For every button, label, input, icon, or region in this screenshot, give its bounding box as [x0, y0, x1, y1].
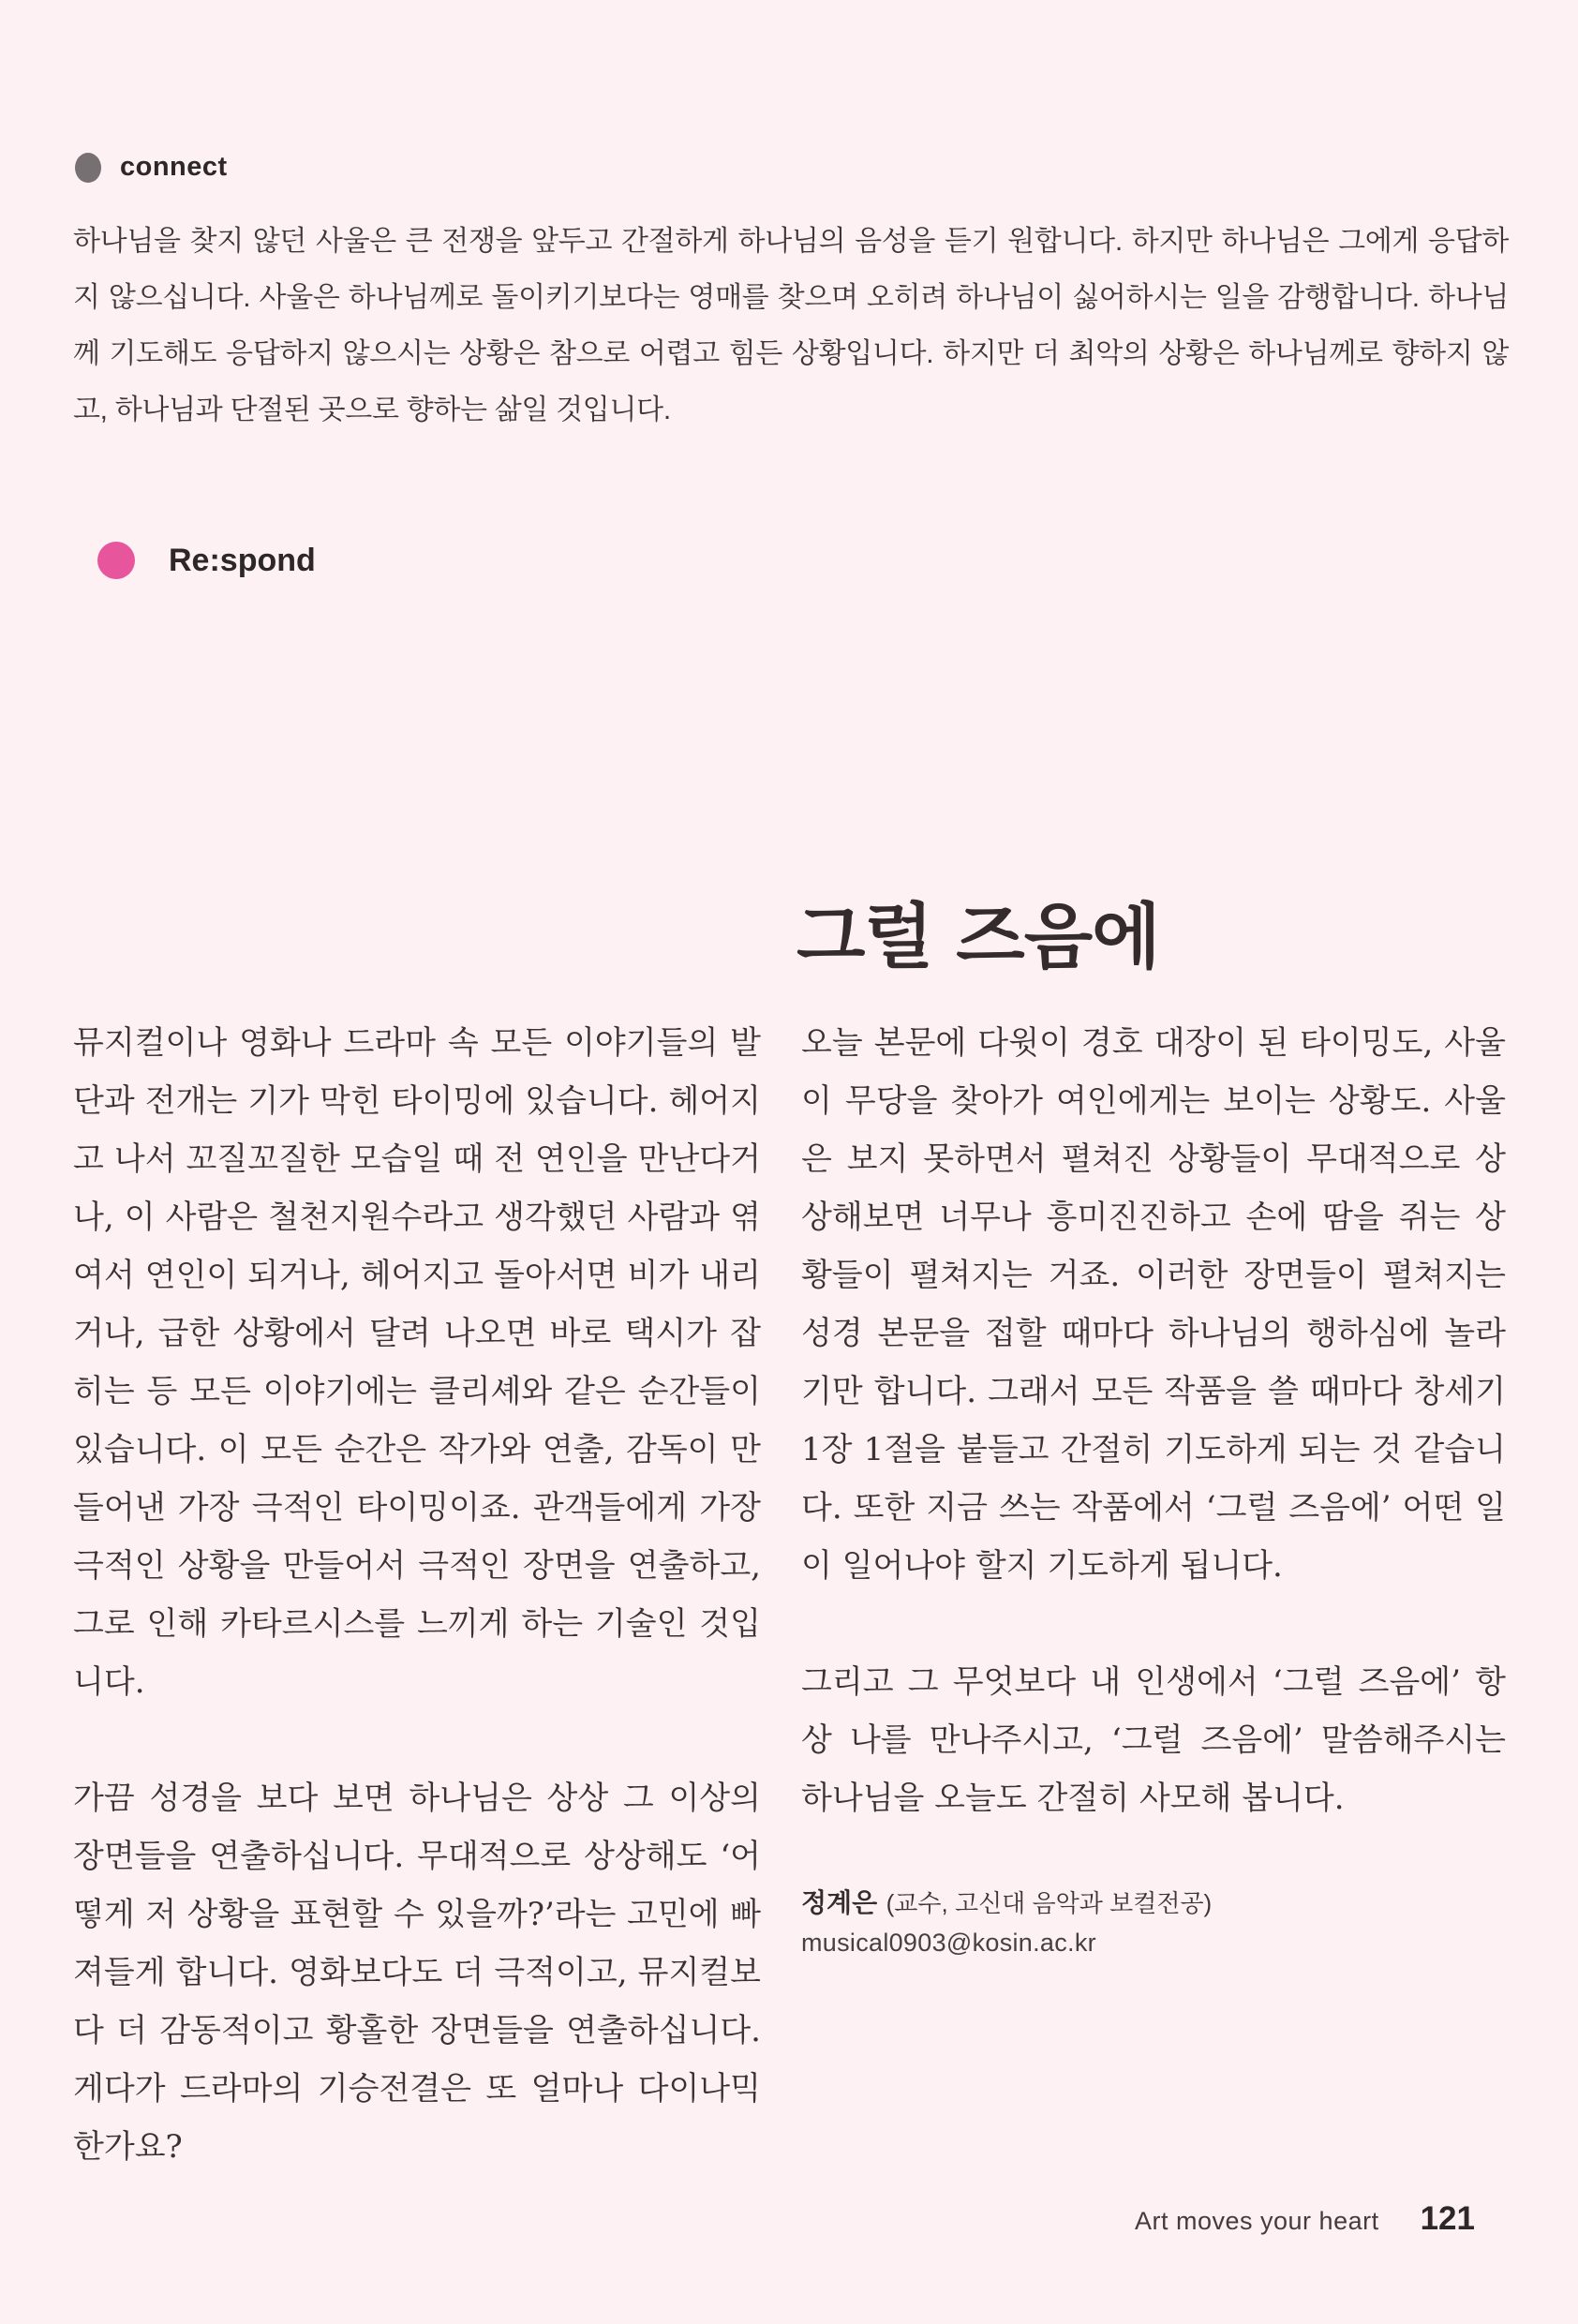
- author-block: [801, 1882, 1506, 1962]
- respond-section-header: [97, 542, 316, 579]
- article-left-column: [73, 1014, 761, 2176]
- author-affiliation: (교수, 고신대 음악과 보컬전공): [886, 1889, 1213, 1917]
- running-title: Art moves your heart: [1135, 2207, 1379, 2235]
- connect-section-header: [75, 152, 228, 183]
- right-column-paragraph-1: 오늘 본문에 다윗이 경호 대장이 된 타이밍도, 사울이 무당을 찾아가 여인에게는 보이는 상황도. 사울은 보지 못하면서 펼쳐진 상황들이 무대적으로 상상해보면 너무나 흥미진진하고 손에 땀을 쥐는 상황들이 펼쳐지는 거죠. 이러한 장면들이 펼쳐지는 성경 본문을 접할 때마다 하나님의 행하심에 놀라기만 합니다. 그래서 모든 작품을 쓸 때마다 창세기 1장 1절을 붙들고 간절히 기도하게 되는 것 같습니다. 또한 지금 쓰는 작품에서 ‘그럴 즈음에’ 어떤 일이 일어나야 할지 기도하게 됩니다.: [801, 1024, 1506, 1585]
- respond-bullet-icon: [97, 542, 135, 579]
- left-column-paragraph-1: 뮤지컬이나 영화나 드라마 속 모든 이야기들의 발단과 전개는 기가 막힌 타이밍에 있습니다. 헤어지고 나서 꼬질꼬질한 모습일 때 전 연인을 만난다거나, 이 사람은 철천지원수라고 생각했던 사람과 엮여서 연인이 되거나, 헤어지고 돌아서면 비가 내리거나, 급한 상황에서 달려 나오면 바로 택시가 잡히는 등 모든 이야기에는 클리셰와 같은 순간들이 있습니다. 이 모든 순간은 작가와 연출, 감독이 만들어낸 가장 극적인 타이밍이죠. 관객들에게 가장 극적인 상황을 만들어서 극적인 장면을 연출하고, 그로 인해 카타르시스를 느끼게 하는 기술인 것입니다.: [73, 1024, 761, 1701]
- author-name: 정계은: [801, 1888, 878, 1917]
- connect-section-body: 하나님을 찾지 않던 사울은 큰 전쟁을 앞두고 간절하게 하나님의 음성을 듣기 원합니다. 하지만 하나님은 그에게 응답하지 않으십니다. 사울은 하나님께로 돌이키기보다는 영매를 찾으며 오히려 하나님이 싫어하시는 일을 감행합니다. 하나님께 기도해도 응답하지 않으시는 상황은 참으로 어렵고 힘든 상황입니다. 하지만 더 최악의 상황은 하나님께로 향하지 않고, 하나님과 단절된 곳으로 향하는 삶일 것입니다.: [73, 226, 1509, 425]
- connect-section-label: connect: [120, 152, 228, 182]
- article-title: 그럴 즈음에: [796, 894, 1160, 978]
- respond-section-label: Re:spond: [169, 542, 316, 578]
- page-footer: [1135, 2200, 1475, 2238]
- left-column-paragraph-2: 가끔 성경을 보다 보면 하나님은 상상 그 이상의 장면들을 연출하십니다. 무대적으로 상상해도 ‘어떻게 저 상황을 표현할 수 있을까?’라는 고민에 빠져들게 합니다. 영화보다도 더 극적이고, 뮤지컬보다 더 감동적이고 황홀한 장면들을 연출하십니다. 게다가 드라마의 기승전결은 또 얼마나 다이나믹한가요?: [73, 1780, 761, 2166]
- page-number: 121: [1420, 2200, 1475, 2237]
- connect-bullet-icon: [75, 153, 101, 183]
- author-line: [801, 1882, 1506, 1923]
- article-right-column: [801, 1014, 1506, 1962]
- author-email: musical0903@kosin.ac.kr: [801, 1929, 1096, 1957]
- right-column-paragraph-2: 그리고 그 무엇보다 내 인생에서 ‘그럴 즈음에’ 항상 나를 만나주시고, ‘그럴 즈음에’ 말씀해주시는 하나님을 오늘도 간절히 사모해 봅니다.: [801, 1663, 1506, 1817]
